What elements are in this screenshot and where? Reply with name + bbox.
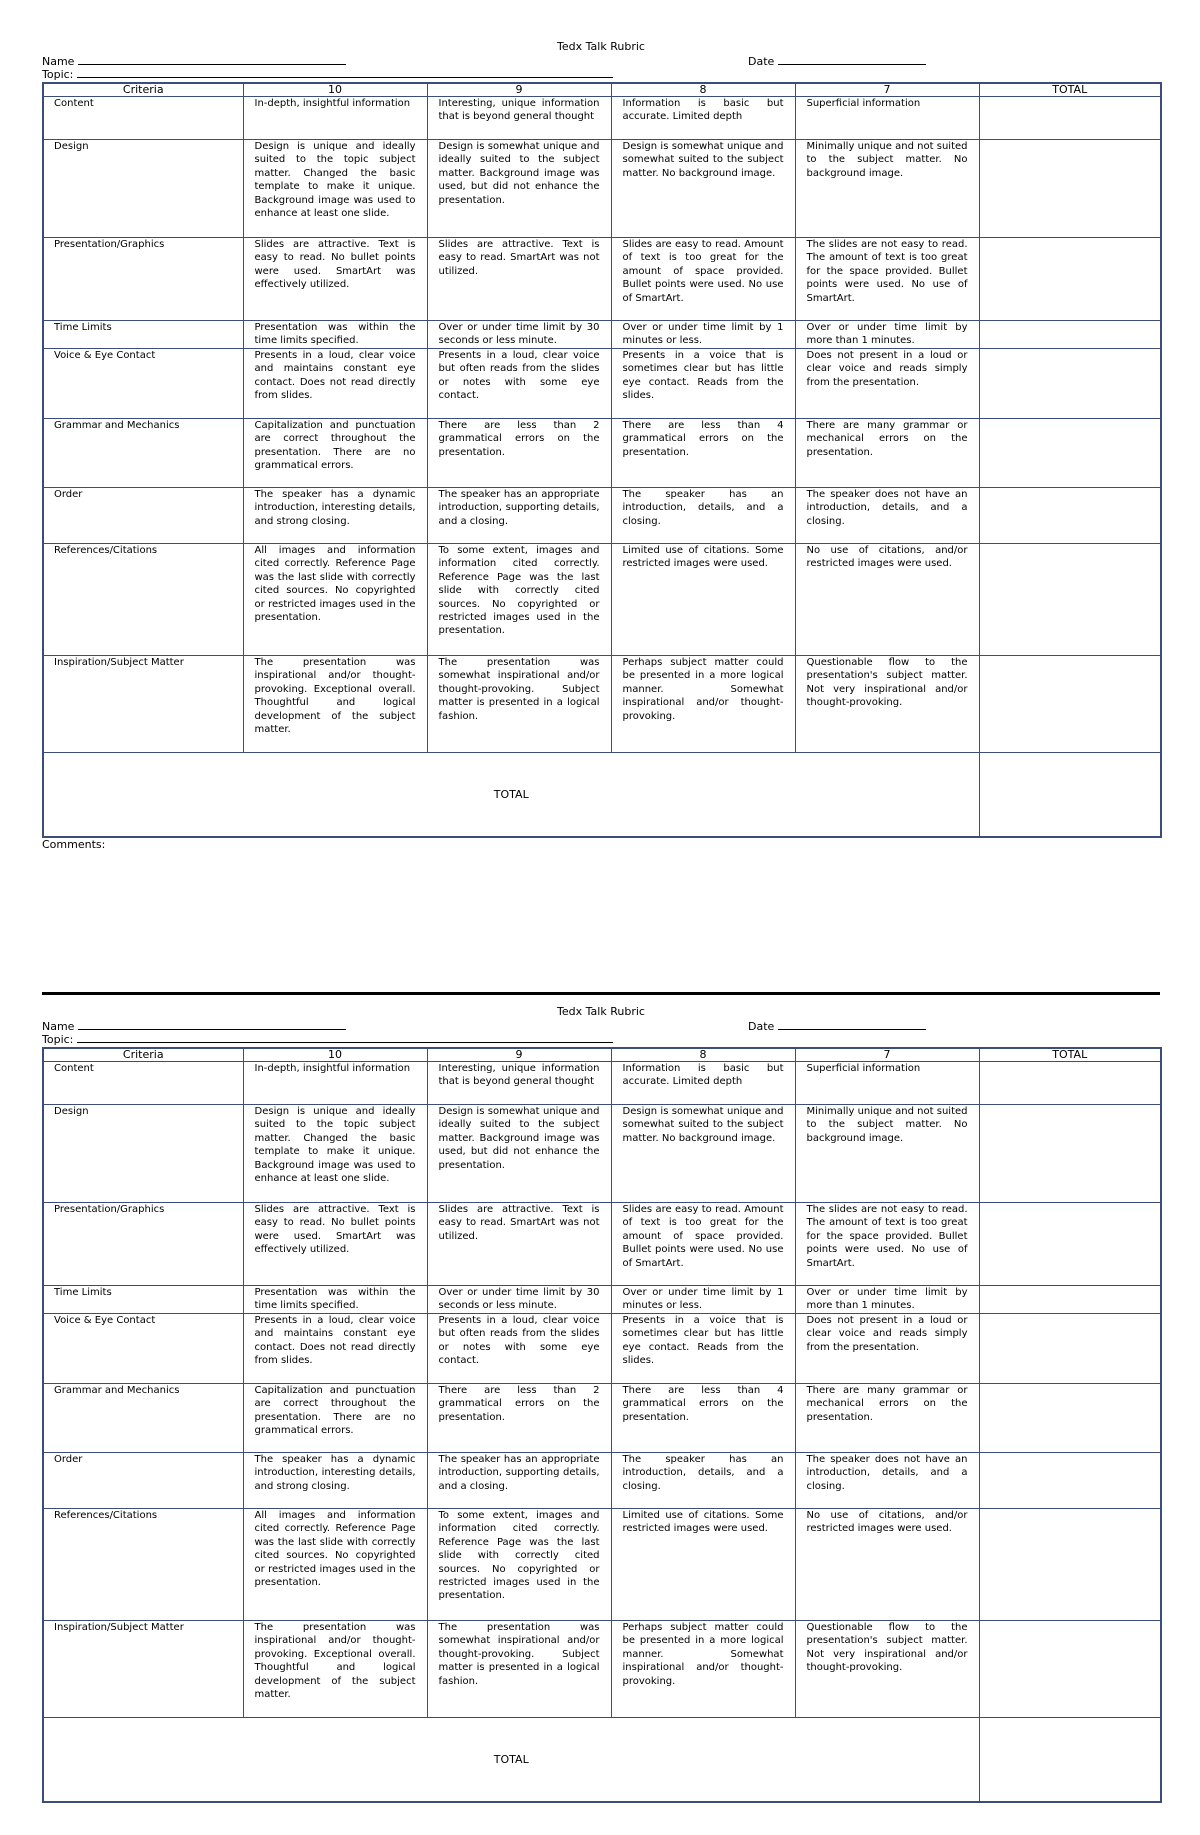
row-total-cell[interactable] xyxy=(979,656,1161,753)
header-criteria: Criteria xyxy=(43,83,243,97)
score-7-cell: Does not present in a loud or clear voice and reads simply from the presentation. xyxy=(795,349,979,419)
rubric-sheet-1 xyxy=(42,40,1160,852)
criteria-cell: References/Citations xyxy=(43,544,243,656)
date-field[interactable] xyxy=(748,54,926,69)
score-8-cell: Slides are easy to read. Amount of text is too great for the amount of space provided. Bullet points were used. No use of SmartArt. xyxy=(611,238,795,321)
score-9-cell: There are less than 2 grammatical errors on the presentation. xyxy=(427,1384,611,1453)
score-8-cell: Presents in a voice that is sometimes clear but has little eye contact. Reads from the slides. xyxy=(611,1314,795,1384)
header-criteria: Criteria xyxy=(43,1048,243,1062)
table-row xyxy=(43,349,1161,419)
table-row xyxy=(43,488,1161,544)
criteria-cell: Grammar and Mechanics xyxy=(43,419,243,488)
criteria-cell: Inspiration/Subject Matter xyxy=(43,656,243,753)
score-7-cell: There are many grammar or mechanical errors on the presentation. xyxy=(795,1384,979,1453)
table-row xyxy=(43,656,1161,753)
header-score-9: 9 xyxy=(427,83,611,97)
score-9-cell: There are less than 2 grammatical errors on the presentation. xyxy=(427,419,611,488)
score-7-cell: There are many grammar or mechanical errors on the presentation. xyxy=(795,419,979,488)
score-7-cell: Minimally unique and not suited to the subject matter. No background image. xyxy=(795,1105,979,1203)
score-10-cell: The speaker has a dynamic introduction, interesting details, and strong closing. xyxy=(243,1453,427,1509)
grand-total-cell[interactable] xyxy=(979,753,1161,837)
criteria-cell: Voice & Eye Contact xyxy=(43,1314,243,1384)
header-score-9: 9 xyxy=(427,1048,611,1062)
score-10-cell: Slides are attractive. Text is easy to read. No bullet points were used. SmartArt was effectively utilized. xyxy=(243,1203,427,1286)
score-8-cell: The speaker has an introduction, details, and a closing. xyxy=(611,1453,795,1509)
table-row xyxy=(43,1384,1161,1453)
row-total-cell[interactable] xyxy=(979,1314,1161,1384)
score-9-cell: The presentation was somewhat inspirational and/or thought-provoking. Subject matter is presented in a logical fashion. xyxy=(427,656,611,753)
table-row xyxy=(43,544,1161,656)
date-blank-line[interactable] xyxy=(778,54,926,65)
name-blank-line[interactable] xyxy=(78,54,346,65)
header-score-8: 8 xyxy=(611,83,795,97)
row-total-cell[interactable] xyxy=(979,1621,1161,1718)
table-row xyxy=(43,97,1161,140)
row-total-cell[interactable] xyxy=(979,1384,1161,1453)
score-10-cell: In-depth, insightful information xyxy=(243,1062,427,1105)
rubric-table xyxy=(42,1047,1162,1803)
header-total: TOTAL xyxy=(979,83,1161,97)
score-9-cell: To some extent, images and information cited correctly. Reference Page was the last slide with correctly cited sources. No copyrighted or restricted images used in the presentation. xyxy=(427,1509,611,1621)
date-field[interactable] xyxy=(748,1019,926,1034)
score-8-cell: Limited use of citations. Some restricted images were used. xyxy=(611,544,795,656)
rubric-header-fields xyxy=(42,54,1160,82)
date-label: Date xyxy=(748,55,775,68)
row-total-cell[interactable] xyxy=(979,1105,1161,1203)
score-7-cell: Does not present in a loud or clear voice and reads simply from the presentation. xyxy=(795,1314,979,1384)
header-total: TOTAL xyxy=(979,1048,1161,1062)
topic-field[interactable] xyxy=(42,67,613,82)
table-row xyxy=(43,1286,1161,1314)
table-row xyxy=(43,1105,1161,1203)
score-9-cell: Slides are attractive. Text is easy to read. SmartArt was not utilized. xyxy=(427,1203,611,1286)
score-8-cell: Over or under time limit by 1 minutes or less. xyxy=(611,1286,795,1314)
score-7-cell: Over or under time limit by more than 1 minutes. xyxy=(795,321,979,349)
row-total-cell[interactable] xyxy=(979,238,1161,321)
criteria-cell: Grammar and Mechanics xyxy=(43,1384,243,1453)
header-score-10: 10 xyxy=(243,83,427,97)
row-total-cell[interactable] xyxy=(979,419,1161,488)
name-label: Name xyxy=(42,1020,75,1033)
row-total-cell[interactable] xyxy=(979,321,1161,349)
score-7-cell: The speaker does not have an introduction, details, and a closing. xyxy=(795,1453,979,1509)
table-row xyxy=(43,140,1161,238)
score-7-cell: Questionable flow to the presentation's subject matter. Not very inspirational and/or thought-provoking. xyxy=(795,1621,979,1718)
score-9-cell: To some extent, images and information cited correctly. Reference Page was the last slide with correctly cited sources. No copyrighted or restricted images used in the presentation. xyxy=(427,544,611,656)
score-8-cell: There are less than 4 grammatical errors on the presentation. xyxy=(611,1384,795,1453)
score-10-cell: The presentation was inspirational and/or thought-provoking. Exceptional overall. Thoughtful and logical development of the subject matter. xyxy=(243,656,427,753)
score-8-cell: There are less than 4 grammatical errors on the presentation. xyxy=(611,419,795,488)
score-9-cell: The presentation was somewhat inspirational and/or thought-provoking. Subject matter is presented in a logical fashion. xyxy=(427,1621,611,1718)
criteria-cell: Design xyxy=(43,1105,243,1203)
score-10-cell: All images and information cited correctly. Reference Page was the last slide with correctly cited sources. No copyrighted or restricted images used in the presentation. xyxy=(243,544,427,656)
score-10-cell: Design is unique and ideally suited to the topic subject matter. Changed the basic template to make it unique. Background image was used to enhance at least one slide. xyxy=(243,140,427,238)
rubric-header-row xyxy=(43,1048,1161,1062)
criteria-cell: Inspiration/Subject Matter xyxy=(43,1621,243,1718)
name-blank-line[interactable] xyxy=(78,1019,346,1030)
score-7-cell: No use of citations, and/or restricted images were used. xyxy=(795,544,979,656)
score-7-cell: Superficial information xyxy=(795,97,979,140)
score-8-cell: Presents in a voice that is sometimes clear but has little eye contact. Reads from the slides. xyxy=(611,349,795,419)
score-10-cell: In-depth, insightful information xyxy=(243,97,427,140)
score-10-cell: Presents in a loud, clear voice and maintains constant eye contact. Does not read directly from slides. xyxy=(243,349,427,419)
criteria-cell: Presentation/Graphics xyxy=(43,238,243,321)
topic-blank-line[interactable] xyxy=(77,1032,613,1043)
topic-label: Topic: xyxy=(42,68,74,81)
comments-label[interactable]: Comments: xyxy=(42,837,106,851)
row-total-cell[interactable] xyxy=(979,544,1161,656)
score-8-cell: Slides are easy to read. Amount of text is too great for the amount of space provided. Bullet points were used. No use of SmartArt. xyxy=(611,1203,795,1286)
header-score-10: 10 xyxy=(243,1048,427,1062)
score-9-cell: Design is somewhat unique and ideally suited to the subject matter. Background image was used, but did not enhance the presentation. xyxy=(427,140,611,238)
score-8-cell: Perhaps subject matter could be presented in a more logical manner. Somewhat inspirational and/or thought-provoking. xyxy=(611,1621,795,1718)
score-10-cell: Slides are attractive. Text is easy to read. No bullet points were used. SmartArt was effectively utilized. xyxy=(243,238,427,321)
row-total-cell[interactable] xyxy=(979,1453,1161,1509)
score-9-cell: Presents in a loud, clear voice but often reads from the slides or notes with some eye contact. xyxy=(427,349,611,419)
score-9-cell: Over or under time limit by 30 seconds or less minute. xyxy=(427,321,611,349)
rubric-title: Tedx Talk Rubric xyxy=(557,1005,645,1018)
row-total-cell[interactable] xyxy=(979,1509,1161,1621)
score-7-cell: No use of citations, and/or restricted images were used. xyxy=(795,1509,979,1621)
criteria-cell: References/Citations xyxy=(43,1509,243,1621)
topic-field[interactable] xyxy=(42,1032,613,1047)
score-10-cell: Presentation was within the time limits specified. xyxy=(243,1286,427,1314)
score-8-cell: Information is basic but accurate. Limited depth xyxy=(611,97,795,140)
header-score-8: 8 xyxy=(611,1048,795,1062)
score-7-cell: Superficial information xyxy=(795,1062,979,1105)
header-score-7: 7 xyxy=(795,1048,979,1062)
row-total-cell[interactable] xyxy=(979,1286,1161,1314)
score-10-cell: Presents in a loud, clear voice and maintains constant eye contact. Does not read directly from slides. xyxy=(243,1314,427,1384)
criteria-cell: Content xyxy=(43,97,243,140)
rubric-title: Tedx Talk Rubric xyxy=(557,40,645,53)
score-8-cell: Information is basic but accurate. Limited depth xyxy=(611,1062,795,1105)
date-blank-line[interactable] xyxy=(778,1019,926,1030)
score-10-cell: Design is unique and ideally suited to the topic subject matter. Changed the basic template to make it unique. Background image was used to enhance at least one slide. xyxy=(243,1105,427,1203)
criteria-cell: Design xyxy=(43,140,243,238)
criteria-cell: Content xyxy=(43,1062,243,1105)
score-9-cell: Interesting, unique information that is beyond general thought xyxy=(427,97,611,140)
score-10-cell: Capitalization and punctuation are correct throughout the presentation. There are no grammatical errors. xyxy=(243,419,427,488)
table-row xyxy=(43,238,1161,321)
score-9-cell: Interesting, unique information that is beyond general thought xyxy=(427,1062,611,1105)
table-row xyxy=(43,321,1161,349)
score-7-cell: Minimally unique and not suited to the subject matter. No background image. xyxy=(795,140,979,238)
score-8-cell: Design is somewhat unique and somewhat suited to the subject matter. No background image. xyxy=(611,140,795,238)
score-10-cell: Presentation was within the time limits specified. xyxy=(243,321,427,349)
criteria-cell: Time Limits xyxy=(43,1286,243,1314)
row-total-cell[interactable] xyxy=(979,1062,1161,1105)
score-8-cell: Limited use of citations. Some restricted images were used. xyxy=(611,1509,795,1621)
score-8-cell: The speaker has an introduction, details, and a closing. xyxy=(611,488,795,544)
topic-label: Topic: xyxy=(42,1033,74,1046)
rubric-table xyxy=(42,82,1162,838)
header-score-7: 7 xyxy=(795,83,979,97)
total-row xyxy=(43,1718,1161,1802)
criteria-cell: Voice & Eye Contact xyxy=(43,349,243,419)
table-row xyxy=(43,1453,1161,1509)
score-8-cell: Perhaps subject matter could be presented in a more logical manner. Somewhat inspirational and/or thought-provoking. xyxy=(611,656,795,753)
grand-total-cell[interactable] xyxy=(979,1718,1161,1802)
score-7-cell: The slides are not easy to read. The amount of text is too great for the space provided. Bullet points were used. No use of SmartArt. xyxy=(795,238,979,321)
score-9-cell: The speaker has an appropriate introduction, supporting details, and a closing. xyxy=(427,488,611,544)
row-total-cell[interactable] xyxy=(979,349,1161,419)
score-7-cell: The speaker does not have an introduction, details, and a closing. xyxy=(795,488,979,544)
score-10-cell: The presentation was inspirational and/or thought-provoking. Exceptional overall. Thoughtful and logical development of the subject matter. xyxy=(243,1621,427,1718)
page-separator xyxy=(42,992,1160,995)
score-9-cell: Slides are attractive. Text is easy to read. SmartArt was not utilized. xyxy=(427,238,611,321)
row-total-cell[interactable] xyxy=(979,97,1161,140)
table-row xyxy=(43,1509,1161,1621)
score-9-cell: The speaker has an appropriate introduction, supporting details, and a closing. xyxy=(427,1453,611,1509)
topic-blank-line[interactable] xyxy=(77,67,613,78)
score-10-cell: All images and information cited correctly. Reference Page was the last slide with correctly cited sources. No copyrighted or restricted images used in the presentation. xyxy=(243,1509,427,1621)
score-7-cell: Over or under time limit by more than 1 minutes. xyxy=(795,1286,979,1314)
score-8-cell: Design is somewhat unique and somewhat suited to the subject matter. No background image. xyxy=(611,1105,795,1203)
criteria-cell: Order xyxy=(43,1453,243,1509)
score-10-cell: Capitalization and punctuation are correct throughout the presentation. There are no grammatical errors. xyxy=(243,1384,427,1453)
score-9-cell: Presents in a loud, clear voice but often reads from the slides or notes with some eye contact. xyxy=(427,1314,611,1384)
table-row xyxy=(43,1621,1161,1718)
score-7-cell: Questionable flow to the presentation's subject matter. Not very inspirational and/or thought-provoking. xyxy=(795,656,979,753)
rubric-header-fields xyxy=(42,1019,1160,1047)
table-row xyxy=(43,1062,1161,1105)
criteria-cell: Order xyxy=(43,488,243,544)
name-label: Name xyxy=(42,55,75,68)
table-row xyxy=(43,419,1161,488)
score-9-cell: Design is somewhat unique and ideally suited to the subject matter. Background image was used, but did not enhance the presentation. xyxy=(427,1105,611,1203)
rubric-header-row xyxy=(43,83,1161,97)
score-9-cell: Over or under time limit by 30 seconds or less minute. xyxy=(427,1286,611,1314)
score-8-cell: Over or under time limit by 1 minutes or less. xyxy=(611,321,795,349)
total-row xyxy=(43,753,1161,837)
total-label-cell: TOTAL xyxy=(43,1718,979,1802)
row-total-cell[interactable] xyxy=(979,488,1161,544)
row-total-cell[interactable] xyxy=(979,1203,1161,1286)
table-row xyxy=(43,1203,1161,1286)
score-7-cell: The slides are not easy to read. The amount of text is too great for the space provided. Bullet points were used. No use of SmartArt. xyxy=(795,1203,979,1286)
criteria-cell: Time Limits xyxy=(43,321,243,349)
criteria-cell: Presentation/Graphics xyxy=(43,1203,243,1286)
total-label-cell: TOTAL xyxy=(43,753,979,837)
date-label: Date xyxy=(748,1020,775,1033)
score-10-cell: The speaker has a dynamic introduction, interesting details, and strong closing. xyxy=(243,488,427,544)
row-total-cell[interactable] xyxy=(979,140,1161,238)
rubric-sheet-2 xyxy=(42,1005,1160,1803)
table-row xyxy=(43,1314,1161,1384)
